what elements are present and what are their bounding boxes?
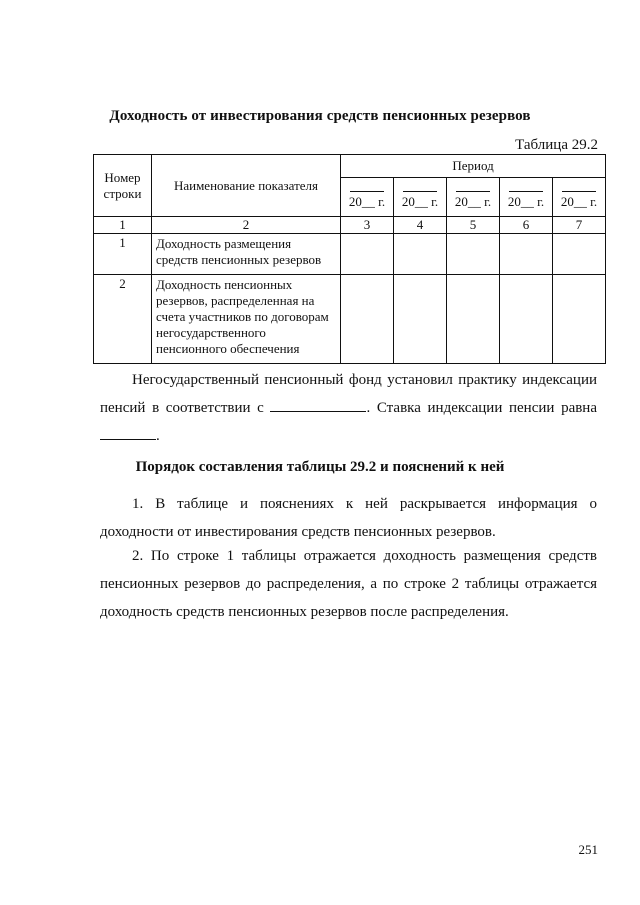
page-number: 251 — [578, 842, 598, 857]
column-index: 6 — [500, 217, 553, 234]
data-cell — [447, 234, 500, 275]
header-year: 20__ г. — [401, 194, 439, 209]
table-label: Таблица 29.2 — [515, 137, 598, 153]
column-index: 5 — [447, 217, 500, 234]
procedure-item: 1. В таблице и пояснениях к ней раскрывается информация о доходности от инвестирования средств пенсионных резервов. — [100, 496, 597, 540]
procedure-title: Порядок составления таблицы 29.2 и пояснений к ней — [135, 459, 505, 475]
header-year-cell — [553, 178, 606, 217]
data-cell — [500, 275, 553, 364]
column-index: 4 — [394, 217, 447, 234]
column-index: 1 — [94, 217, 152, 234]
table-row — [94, 234, 606, 275]
column-index-row — [94, 217, 606, 234]
header-year: 20__ г. — [454, 194, 492, 209]
header-year: 20__ г. — [560, 194, 598, 209]
row-number: 1 — [94, 234, 152, 275]
column-index: 3 — [341, 217, 394, 234]
indexation-basis-blank — [270, 397, 366, 412]
column-index: 7 — [553, 217, 606, 234]
header-period: Период — [341, 155, 606, 178]
data-cell — [553, 275, 606, 364]
table-row — [94, 275, 606, 364]
indexation-paragraph — [100, 366, 597, 450]
data-cell — [394, 234, 447, 275]
data-cell — [341, 234, 394, 275]
row-indicator-name: Доходность пенсионных резервов, распределенная на счета участников по договорам негосударственного пенсионного обеспечения — [152, 275, 341, 364]
data-cell — [553, 234, 606, 275]
header-row-number: Номер строки — [94, 155, 152, 217]
indexation-rate-blank — [100, 425, 156, 440]
data-cell — [500, 234, 553, 275]
header-year: 20__ г. — [348, 194, 386, 209]
header-year-cell — [447, 178, 500, 217]
column-index: 2 — [152, 217, 341, 234]
data-cell — [394, 275, 447, 364]
header-year-cell — [341, 178, 394, 217]
indexation-text: . — [156, 428, 160, 444]
indexation-text: Негосударственный пенсионный фонд установил практику индексации пенсий в соответствии с — [100, 372, 597, 416]
row-indicator-name: Доходность размещения средств пенсионных резервов — [152, 234, 341, 275]
header-year-cell — [394, 178, 447, 217]
header-year: 20__ г. — [507, 194, 545, 209]
header-indicator-name: Наименование показателя — [152, 155, 341, 217]
procedure-item: 2. По строке 1 таблицы отражается доходность размещения средств пенсионных резервов до распределения, а по строке 2 таблицы отражается доходность средств пенсионных резервов после распределения. — [100, 548, 597, 620]
row-number: 2 — [94, 275, 152, 364]
data-cell — [341, 275, 394, 364]
page-title: Доходность от инвестирования средств пенсионных резервов — [109, 108, 531, 124]
data-cell — [447, 275, 500, 364]
indexation-text: . Ставка индексации пенсии равна — [366, 400, 597, 416]
header-year-cell — [500, 178, 553, 217]
income-table — [93, 154, 606, 364]
